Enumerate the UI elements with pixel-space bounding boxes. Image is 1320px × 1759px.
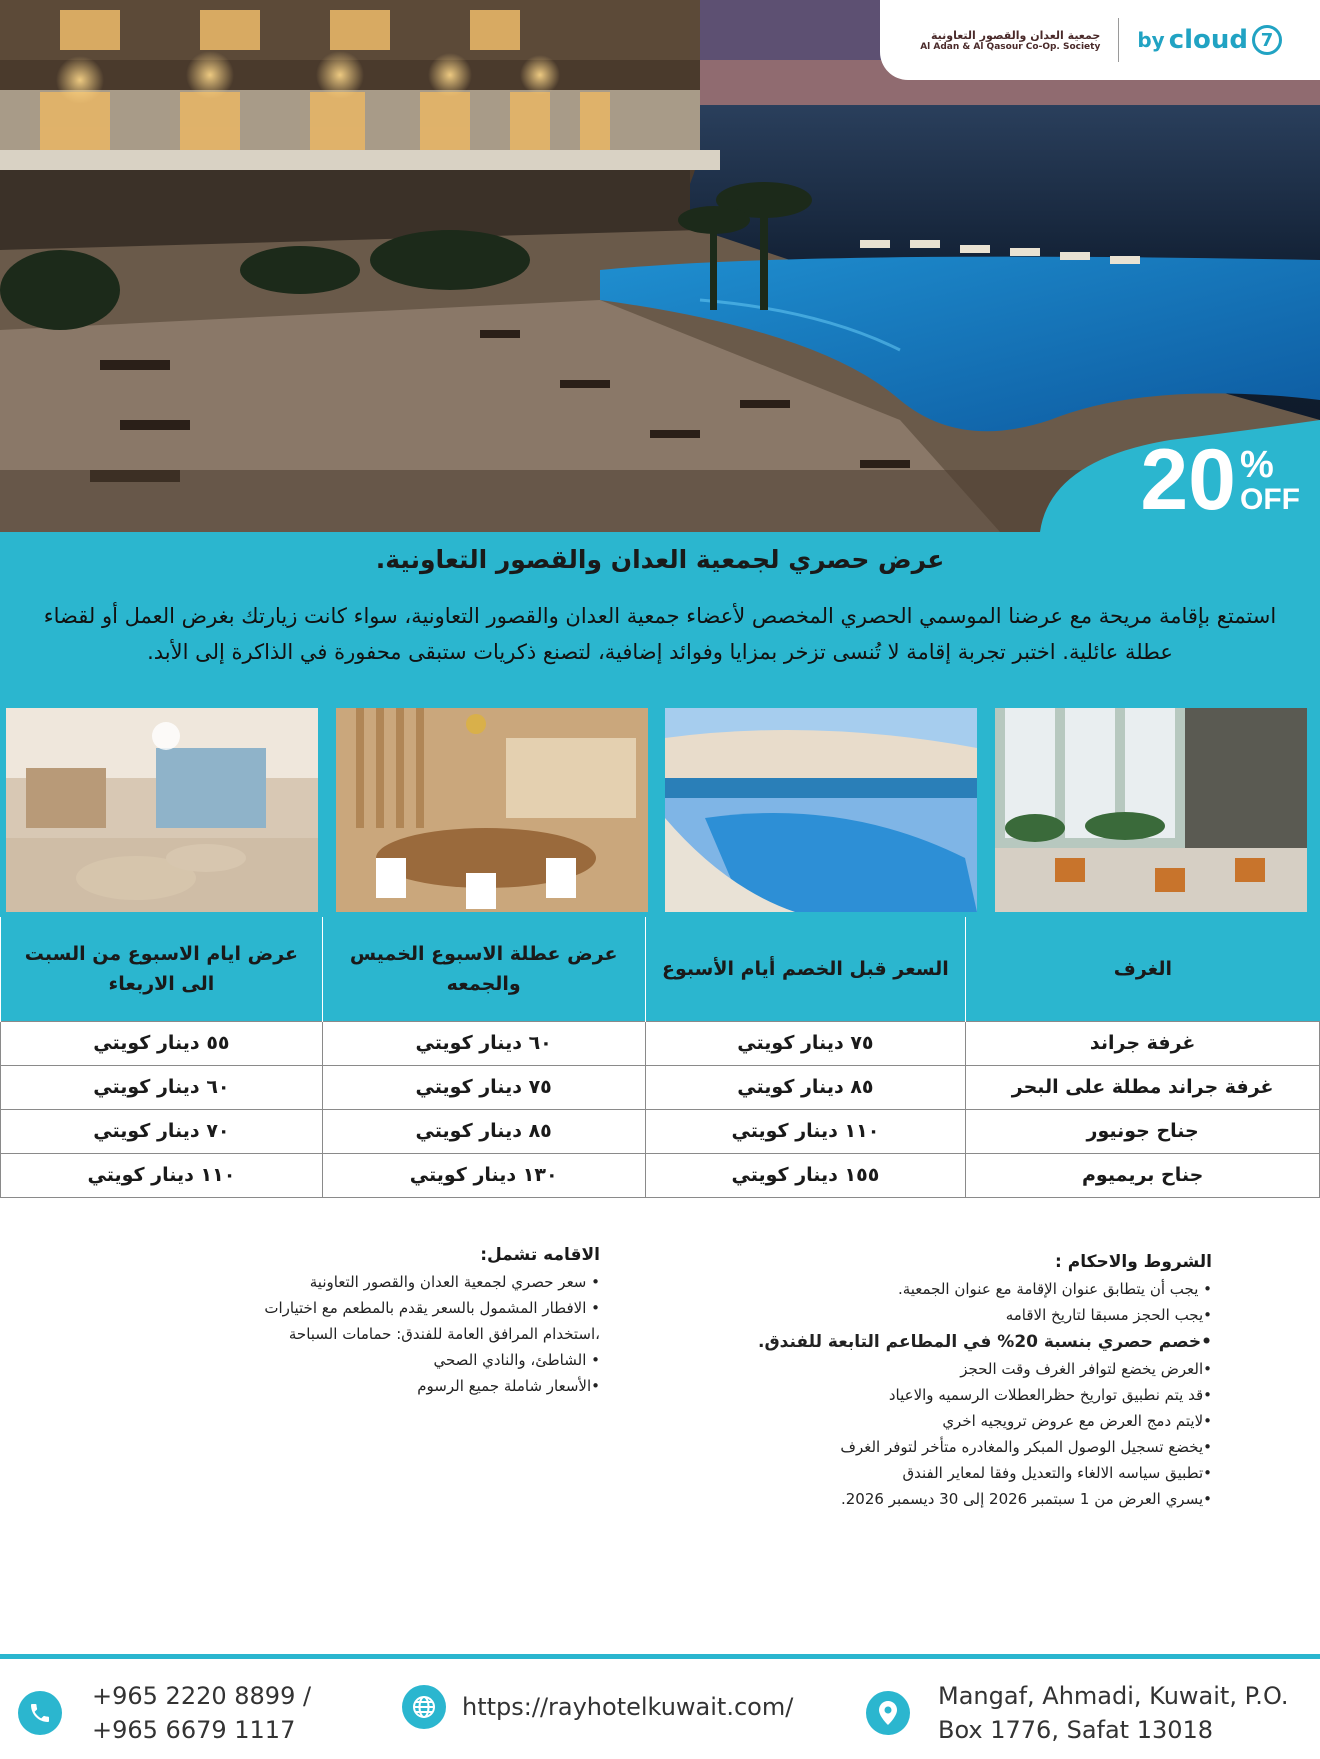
- discount-number: 20: [1140, 432, 1236, 528]
- terms-title: الشروط والاحكام :: [1055, 1252, 1212, 1272]
- partner-logos: [880, 0, 1320, 80]
- terms-item: •يسري العرض من 1 سبتمبر 2026 إلى 30 ديسمبر 2026.: [840, 1490, 1212, 1508]
- price-before: ٨٥ دينار كويتي: [645, 1065, 966, 1109]
- includes-title: الاقامه تشمل:: [480, 1245, 600, 1265]
- table-row: [1, 1153, 1320, 1197]
- price-weekday: ٦٠ دينار كويتي: [1, 1065, 323, 1109]
- table-row: [1, 1021, 1320, 1065]
- includes-item: • سعر حصري لجمعية العدان والقصور التعاونية: [309, 1273, 600, 1291]
- header-weekend-offer: عرض عطلة الاسبوع الخميس والجمعه: [322, 917, 645, 1021]
- price-before: ١٥٥ دينار كويتي: [645, 1153, 966, 1197]
- room-name: جناح بريميوم: [966, 1153, 1320, 1197]
- terms-item: •لايتم دمج العرض مع عروض ترويجيه اخري: [942, 1412, 1212, 1430]
- terms-item: •يخضع تسجيل الوصول المبكر والمغادره متأخر لتوفر الغرف: [840, 1438, 1212, 1456]
- rates-table: [0, 917, 1320, 1198]
- includes-item: • الشاطئ، والنادي الصحي: [433, 1351, 600, 1369]
- location-pin-icon: [866, 1691, 910, 1735]
- room-name: جناح جونيور: [966, 1109, 1320, 1153]
- terms-item: •العرض يخضع لتوافر الغرف وقت الحجز: [960, 1360, 1212, 1378]
- terms-item: •تطبيق سياسه الالغاء والتعديل وفقا لمعاير الفندق: [902, 1464, 1212, 1482]
- phone-number-1[interactable]: +965 2220 8899 /: [92, 1682, 312, 1710]
- offer-headline: عرض حصري لجمعية العدان والقصور التعاونية.: [375, 545, 945, 574]
- discount-off: OFF: [1240, 483, 1300, 516]
- terms-item: •يجب الحجز مسبقا لتاريخ الاقامه: [1005, 1306, 1212, 1324]
- includes-item: ،استخدام المرافق العامة للفندق: حمامات السباحة: [288, 1325, 600, 1343]
- footer-address: [866, 1679, 1288, 1747]
- cloud7-name: cloud: [1168, 25, 1248, 55]
- coop-logo-english: Al Adan & Al Qasour Co-Op. Society: [920, 41, 1101, 52]
- price-weekday: ١١٠ دينار كويتي: [1, 1153, 323, 1197]
- coop-logo: [920, 29, 1100, 52]
- includes-item: • الافطار المشمول بالسعر يقدم بالمطعم مع اختيارات: [264, 1299, 600, 1317]
- header-room: الغرف: [966, 917, 1320, 1021]
- photo-atrium: [995, 708, 1315, 912]
- terms-section: [752, 1252, 1212, 1512]
- price-weekend: ٦٠ دينار كويتي: [322, 1021, 645, 1065]
- phone-number-2[interactable]: +965 6679 1117: [92, 1716, 296, 1744]
- terms-item: • يجب أن يتطابق عنوان الإقامة مع عنوان الجمعية.: [897, 1280, 1212, 1298]
- room-name: غرفة جراند مطلة على البحر: [966, 1065, 1320, 1109]
- price-weekday: ٧٠ دينار كويتي: [1, 1109, 323, 1153]
- includes-section: [180, 1245, 600, 1399]
- table-row: [1, 1065, 1320, 1109]
- photo-pool: [665, 708, 985, 912]
- offer-intro: استمتع بإقامة مريحة مع عرضنا الموسمي الحصري المخصص لأعضاء جمعية العدان والقصور التعاونية، سواء كانت زيارتك بغرض العمل أو لقضاء عطلة عائلية. اختبر تجربة إقامة لا تُنسى تزخر بمزايا وفوائد إضافية، لتصنع ذكريات ستبقى محفورة في الذاكرة إلى الأبد.: [43, 604, 1277, 664]
- header-before-discount: السعر قبل الخصم أيام الأسبوع: [645, 917, 966, 1021]
- terms-item: •قد يتم نطبيق تواريخ حظرالعطلات الرسميه والاعياد: [888, 1386, 1212, 1404]
- footer-website: [402, 1685, 793, 1729]
- photo-restaurant: [336, 708, 656, 912]
- price-before: ٧٥ دينار كويتي: [645, 1021, 966, 1065]
- photo-strip: [6, 708, 1314, 912]
- footer: [0, 1659, 1320, 1759]
- room-name: غرفة جراند: [966, 1021, 1320, 1065]
- website-link[interactable]: https://rayhotelkuwait.com/: [462, 1693, 794, 1721]
- footer-phone: [18, 1679, 311, 1747]
- rates-header-row: [1, 917, 1320, 1021]
- price-weekday: ٥٥ دينار كويتي: [1, 1021, 323, 1065]
- address-line-2: Box 1776, Safat 13018: [938, 1716, 1214, 1744]
- table-row: [1, 1109, 1320, 1153]
- includes-item: •الأسعار شاملة جميع الرسوم: [417, 1377, 600, 1395]
- header-weekday-offer: عرض ايام الاسبوع من السبت الى الاربعاء: [1, 917, 323, 1021]
- address-line-1: Mangaf, Ahmadi, Kuwait, P.O.: [938, 1682, 1289, 1710]
- price-weekend: ٧٥ دينار كويتي: [322, 1065, 645, 1109]
- photo-lobby: [6, 708, 326, 912]
- price-before: ١١٠ دينار كويتي: [645, 1109, 966, 1153]
- discount-percent: %: [1240, 444, 1274, 486]
- phone-icon: [18, 1691, 62, 1735]
- coop-logo-arabic: جمعية العدان والقصور التعاونية: [930, 28, 1101, 42]
- cloud7-mark-icon: 7: [1252, 25, 1282, 55]
- price-weekend: ١٣٠ دينار كويتي: [322, 1153, 645, 1197]
- terms-item: •خصم حصري بنسبة 20% في المطاعم التابعة للفندق.: [758, 1332, 1212, 1352]
- logo-divider: [1118, 18, 1119, 62]
- price-weekend: ٨٥ دينار كويتي: [322, 1109, 645, 1153]
- cloud7-logo: [1137, 25, 1282, 55]
- discount-badge: [1140, 432, 1300, 528]
- globe-icon: [402, 1685, 446, 1729]
- cloud7-by: by: [1137, 28, 1165, 52]
